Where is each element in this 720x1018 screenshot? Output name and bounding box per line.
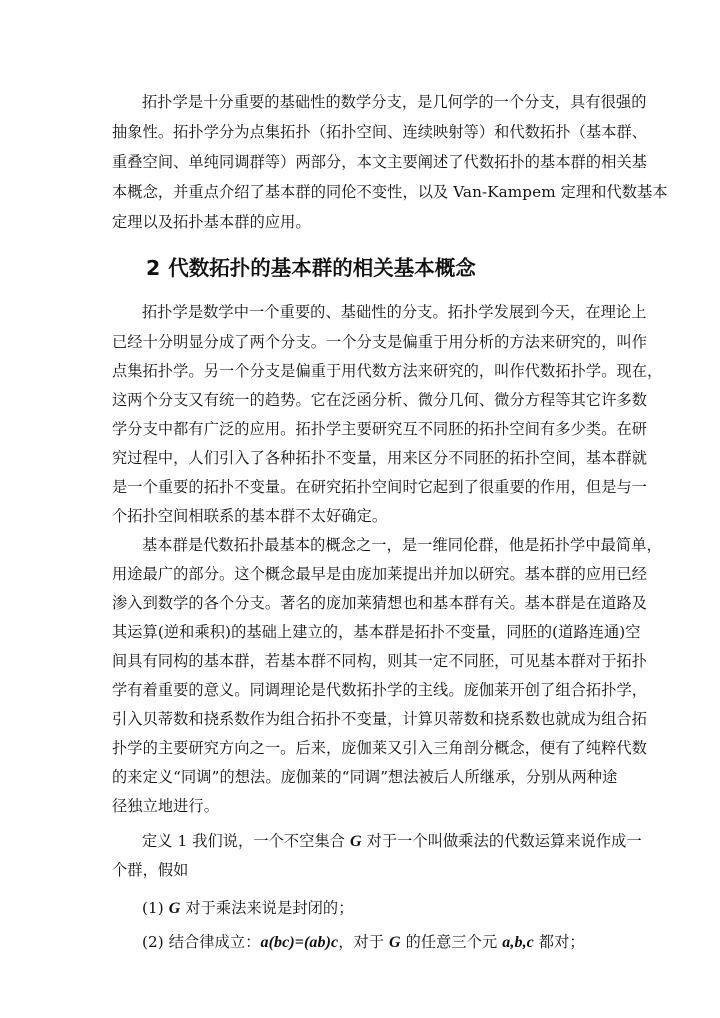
para2-line: 间具有同构的基本群，若基本群不同构，则其一定不同胚，可见基本群对于拓扑 (112, 652, 648, 670)
math-G: G (168, 900, 181, 917)
item-text: 结合律成立： (163, 933, 261, 951)
para2-line: 扑学的主要研究方向之一。后来，庞伽莱又引入三角剖分概念，便有了纯粹代数 (112, 739, 648, 757)
intro-line: 重叠空间、单纯同调群等）两部分，本文主要阐述了代数拓扑的基本群的相关基 (112, 153, 648, 171)
para1-line: 拓扑学是数学中一个重要的、基础性的分支。拓扑学发展到今天，在理论上 (142, 303, 647, 321)
definition-line (142, 831, 654, 851)
item-text: 都对； (533, 933, 585, 951)
item-label: (2) (142, 933, 164, 951)
para2-line: 用途最广的部分。这个概念最早是由庞加莱提出并加以研究。基本群的应用已经 (112, 565, 648, 583)
item-text: ，对于 (338, 933, 390, 951)
intro-line: 定理以及拓扑基本群的应用。 (112, 213, 311, 231)
para1-line: 究过程中，人们引入了各种拓扑不变量，用来区分不同胚的拓扑空间，基本群就 (112, 449, 648, 467)
para2-line: 基本群是代数拓扑最基本的概念之一，是一维同伦群，他是拓扑学中最简单， (142, 536, 662, 554)
definition-text: 对于一个叫做乘法的代数运算来说作成一 (361, 832, 642, 850)
definition-text: 定义 1 我们说，一个不空集合 (142, 832, 350, 850)
item-text: 的任意三个元 (400, 933, 503, 951)
item-text: 对于乘法来说是封闭的； (180, 899, 354, 917)
para2-line: 径独立地进行。 (112, 797, 220, 815)
item-label: (1) (142, 899, 164, 917)
math-G: G (350, 833, 362, 850)
math-G: G (389, 934, 401, 951)
definition-line: 个群，假如 (112, 861, 189, 879)
para1-line: 学分支中都有广泛的应用。拓扑学主要研究互不同胚的拓扑空间有多少类。在研 (112, 420, 648, 438)
para2-line: 其运算(逆和乘积)的基础上建立的，基本群是拓扑不变量，同胚的(道路连通)空 (112, 623, 641, 641)
intro-line: 抽象性。拓扑学分为点集拓扑（拓扑空间、连续映射等）和代数拓扑（基本群、 (112, 123, 648, 141)
para2-line: 渗入到数学的各个分支。著名的庞加莱猜想也和基本群有关。基本群是在道路及 (112, 594, 648, 612)
section-heading (146, 251, 476, 281)
associativity-formula: a(bc)=(ab)c (260, 934, 339, 951)
para1-line: 点集拓扑学。另一个分支是偏重于用代数方法来研究的，叫作代数拓扑学。现在， (112, 362, 663, 380)
definition-item-1 (142, 898, 654, 918)
para1-line: 个拓扑空间相联系的基本群不太好确定。 (112, 507, 388, 525)
math-elements: a,b,c (502, 934, 534, 951)
para2-line: 的来定义“同调”的想法。庞伽莱的“同调”想法被后人所继承，分别从两种途 (112, 768, 618, 786)
para1-line: 这两个分支又有统一的趋势。它在泛函分析、微分几何、微分方程等其它许多数 (112, 391, 648, 409)
section-title: 代数拓扑的基本群的相关基本概念 (168, 256, 476, 280)
para2-line: 学有着重要的意义。同调理论是代数拓扑学的主线。庞伽莱开创了组合拓扑学， (112, 681, 648, 699)
para1-line: 是一个重要的拓扑不变量。在研究拓扑空间时它起到了很重要的作用，但是与一 (112, 478, 648, 496)
para2-line: 引入贝蒂数和挠系数作为组合拓扑不变量，计算贝蒂数和挠系数也就成为组合拓 (112, 710, 648, 728)
para1-line: 已经十分明显分成了两个分支。一个分支是偏重于用分析的方法来研究的，叫作 (112, 333, 648, 351)
intro-line: 拓扑学是十分重要的基础性的数学分支，是几何学的一个分支，具有很强的 (142, 93, 647, 111)
definition-item-2 (142, 932, 654, 952)
intro-line: 本概念，并重点介绍了基本群的同伦不变性，以及 Van-Kampem 定理和代数基本 (112, 183, 668, 201)
section-number: 2 (146, 256, 161, 280)
